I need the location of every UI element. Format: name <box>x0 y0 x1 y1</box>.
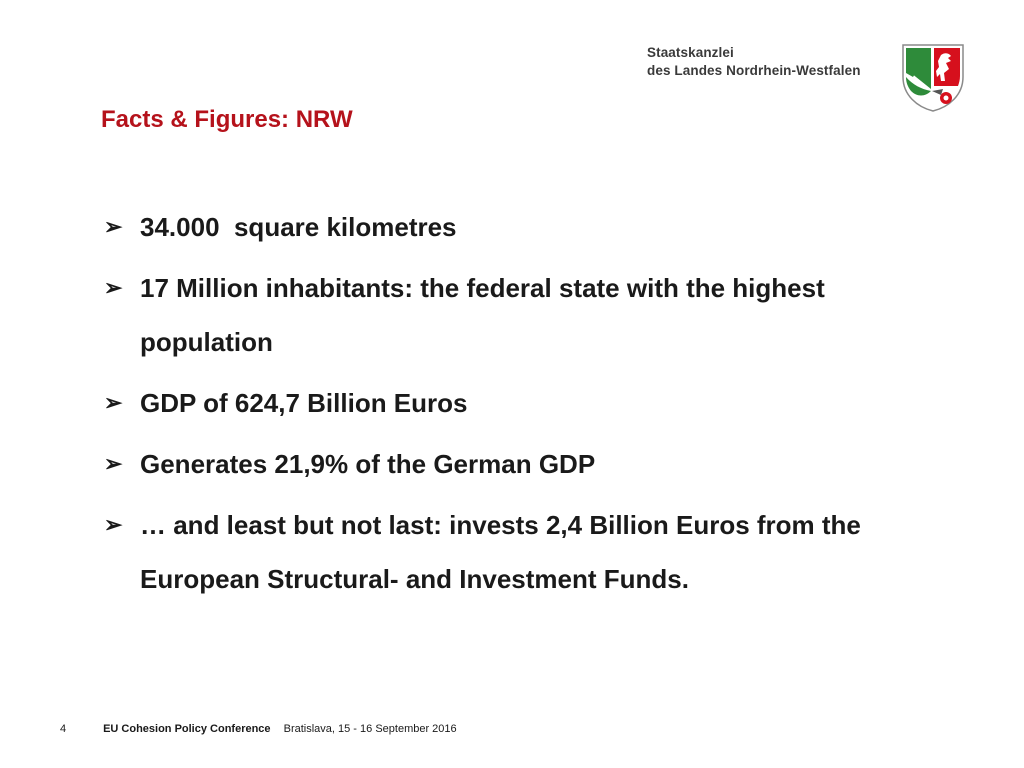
arrow-bullet-icon: ➢ <box>104 451 123 476</box>
arrow-bullet-icon: ➢ <box>104 390 123 415</box>
bullet-text: GDP of 624,7 Billion Euros <box>140 388 468 418</box>
organization-name <box>647 44 861 80</box>
arrow-bullet-icon: ➢ <box>104 512 123 537</box>
bullet-item <box>104 498 964 606</box>
nrw-coat-of-arms-icon <box>901 43 965 113</box>
bullet-item <box>104 200 964 254</box>
bullet-list <box>104 200 964 613</box>
slide-footer <box>60 723 457 735</box>
bullet-text: 17 Million inhabitants: the federal state with the highest population <box>140 273 825 357</box>
arrow-bullet-icon: ➢ <box>104 275 123 300</box>
organization-line-2: des Landes Nordrhein-Westfalen <box>647 63 861 78</box>
bullet-text: … and least but not last: invests 2,4 Billion Euros from the European Structural- and Investment Funds. <box>140 510 861 594</box>
organization-line-1: Staatskanzlei <box>647 45 734 60</box>
bullet-text: 34.000 square kilometres <box>140 212 457 242</box>
bullet-text: Generates 21,9% of the German GDP <box>140 449 596 479</box>
bullet-item <box>104 376 964 430</box>
arrow-bullet-icon: ➢ <box>104 214 123 239</box>
bullet-item <box>104 261 964 369</box>
place-date: Bratislava, 15 - 16 September 2016 <box>283 723 457 735</box>
slide-title: Facts & Figures: NRW <box>101 106 353 133</box>
bullet-item <box>104 437 964 491</box>
page-number: 4 <box>60 723 67 735</box>
conference-name: EU Cohesion Policy Conference <box>103 723 271 735</box>
